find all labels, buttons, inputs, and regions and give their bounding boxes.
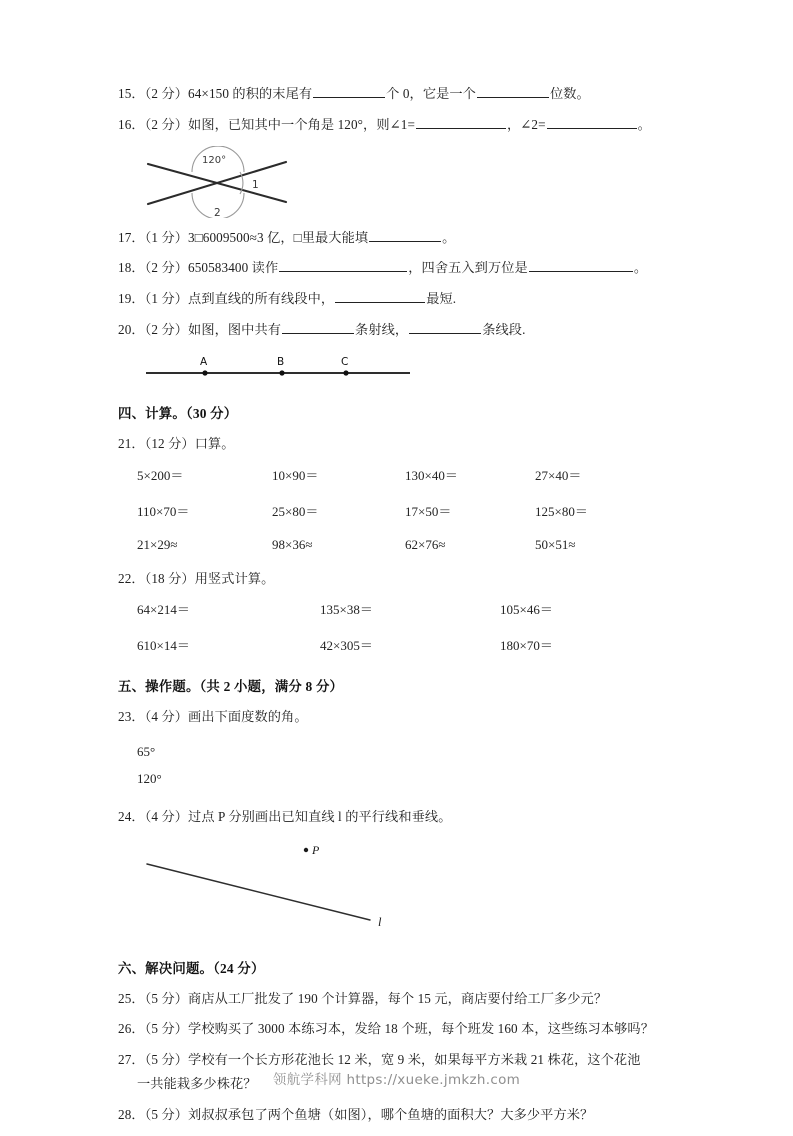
question-20-text-a: 20．（2 分）如图，图中共有 (118, 321, 282, 337)
question-16-blank-2[interactable] (547, 115, 637, 129)
section-six-heading: 六、解决问题。（24 分） (118, 960, 265, 976)
vertical-math-cell: 105×46＝ (500, 602, 553, 618)
question-17-text-b: 。 (442, 229, 456, 245)
mental-math-cell: 130×40＝ (405, 467, 458, 483)
question-23: 23．（4 分）画出下面度数的角。 (118, 709, 308, 725)
angle-item-120: 120° (137, 771, 162, 787)
question-21: 21．（12 分）口算。 (118, 435, 235, 451)
question-18-text-c: 。 (633, 260, 648, 276)
point-b-label: B (277, 355, 285, 368)
question-16-text-a: 16．（2 分）如图，已知其中一个角是 120°，则∠1= (118, 116, 415, 132)
crossing-lines-figure (118, 146, 690, 218)
mental-math-cell: 17×50＝ (405, 503, 452, 519)
angle-list (137, 738, 690, 793)
section-five-heading: 五、操作题。（共 2 小题，满分 8 分） (118, 679, 344, 695)
question-16-text-c: 。 (637, 116, 651, 132)
section-four-heading: 四、计算。（30 分） (118, 405, 238, 421)
mental-math-cell: 25×80＝ (272, 503, 319, 519)
question-18-text-a: 18．（2 分）650583400 读作 (118, 260, 279, 276)
question-18-blank-1[interactable] (279, 258, 407, 272)
question-16-blank-1[interactable] (416, 115, 506, 129)
mental-math-cell: 27×40＝ (535, 467, 582, 483)
question-25: 25．（5 分）商店从工厂批发了 190 个计算器，每个 15 元，商店要付给工厂多少元？ (118, 990, 608, 1006)
question-20-blank-2[interactable] (409, 320, 481, 334)
line-l-label: l (378, 914, 382, 929)
question-20 (118, 320, 690, 340)
mental-math-cell: 21×29≈ (137, 536, 178, 552)
question-27-continued: 一共能栽多少株花？ (137, 1075, 257, 1091)
vertical-math-cell: 180×70＝ (500, 638, 553, 654)
angle-1-label: 1 (252, 178, 259, 191)
question-19-text-b: 最短. (426, 291, 457, 307)
vertical-math-cell: 135×38＝ (320, 602, 373, 618)
question-20-text-b: 条射线， (355, 321, 409, 337)
vertical-math-cell: 42×305＝ (320, 638, 373, 654)
question-26: 26．（5 分）学校购买了 3000 本练习本，发给 18 个班，每个班发 160 本，这些练习本够吗？ (118, 1021, 654, 1037)
mental-math-cell: 125×80＝ (535, 503, 588, 519)
question-16-text-b: ，∠2= (507, 116, 546, 132)
question-15-text-b: 个 0，它是一个 (386, 86, 476, 101)
angle-item-65: 65° (137, 744, 156, 760)
question-17-text-a: 17．（1 分）3□6009500≈3 亿，□里最大能填 (118, 229, 369, 245)
mental-math-cell: 10×90＝ (272, 467, 319, 483)
exam-content (118, 84, 690, 1136)
mental-math-cell: 98×36≈ (272, 536, 313, 552)
question-19 (118, 289, 690, 309)
question-18-text-b: ，四舍五入到万位是 (408, 260, 528, 276)
question-15 (118, 84, 690, 104)
question-15-text-c: 位数。 (549, 86, 590, 101)
question-20-text-c: 条线段. (482, 321, 526, 337)
mental-math-cell: 110×70＝ (137, 503, 190, 519)
question-19-text-a: 19．（1 分）点到直线的所有线段中， (118, 291, 335, 307)
mental-math-cell: 50×51≈ (535, 536, 576, 552)
point-p-line-l-figure (118, 838, 690, 948)
mental-math-cell: 5×200＝ (137, 467, 184, 483)
question-22: 22．（18 分）用竖式计算。 (118, 570, 275, 586)
question-19-blank-1[interactable] (335, 289, 425, 303)
question-27: 27．（5 分）学校有一个长方形花池长 12 米，宽 9 米，如果每平方米栽 21 株花，这个花池 (118, 1052, 641, 1068)
question-17-blank-1[interactable] (369, 228, 441, 242)
abc-line-figure (118, 351, 690, 385)
question-18 (118, 258, 690, 278)
mental-math-grid (137, 465, 690, 553)
point-c-label: C (341, 355, 349, 368)
vertical-math-cell: 610×14＝ (137, 638, 190, 654)
question-15-blank-2[interactable] (477, 84, 549, 98)
question-15-text-a: 15．（2 分）64×150 的积的末尾有 (118, 86, 313, 101)
point-p-label: P (312, 842, 320, 857)
angle-120-label: 120° (202, 154, 227, 166)
question-24: 24．（4 分）过点 P 分别画出已知直线 l 的平行线和垂线。 (118, 808, 452, 824)
question-16 (118, 115, 690, 135)
mental-math-cell: 62×76≈ (405, 536, 446, 552)
point-a-label: A (200, 355, 208, 368)
question-20-blank-1[interactable] (282, 320, 354, 334)
question-17 (118, 228, 690, 248)
angle-2-label: 2 (214, 206, 221, 218)
question-28: 28．（5 分）刘叔叔承包了两个鱼塘（如图），哪个鱼塘的面积大？大多少平方米？ (118, 1106, 594, 1122)
question-15-blank-1[interactable] (313, 84, 385, 98)
vertical-math-cell: 64×214＝ (137, 602, 190, 618)
question-18-blank-2[interactable] (529, 258, 633, 272)
vertical-math-grid (137, 599, 690, 654)
footer-watermark: 领航学科网 https://xueke.jmkzh.com (272, 1072, 521, 1088)
